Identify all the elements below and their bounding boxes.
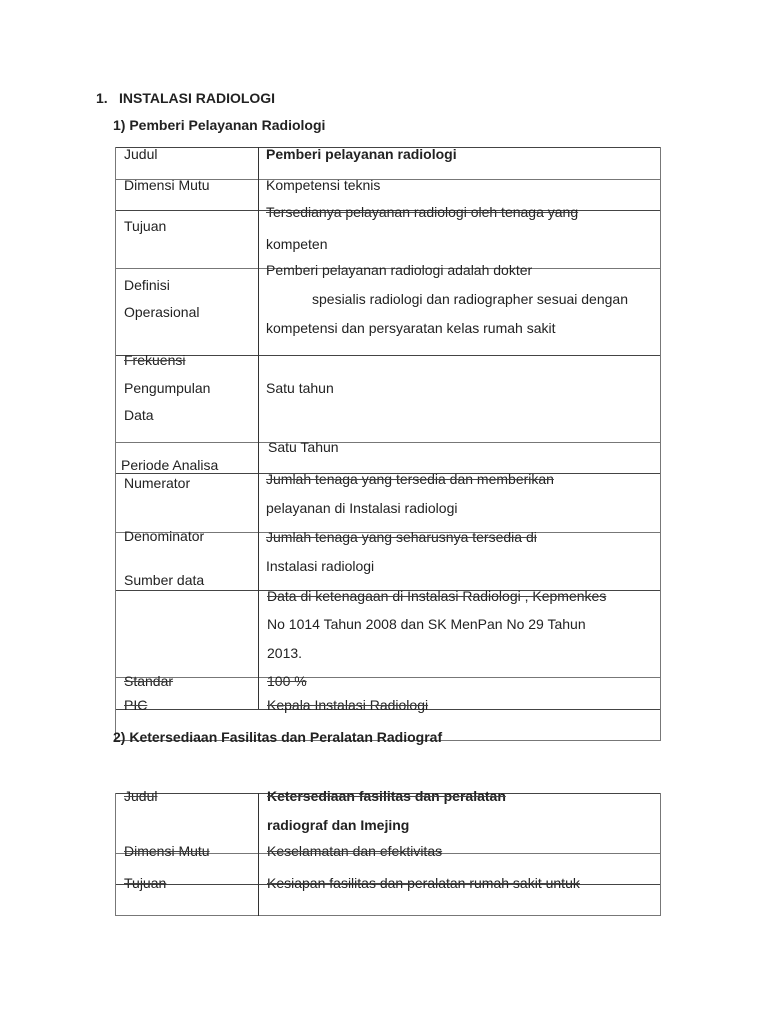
t1-denominator-value-line2: Instalasi radiologi [266,558,375,574]
t1-frekuensi-label-line1: Frekuensi [124,352,186,368]
t2-dimensi-label: Dimensi Mutu [124,843,210,859]
table2-heading: 2) Ketersediaan Fasilitas dan Peralatan Radiograf [113,729,443,745]
t1-definisi-label-line2: Operasional [124,304,200,320]
t1-denominator-value-line1: Jumlah tenaga yang seharusnya tersedia di [266,529,537,545]
t2-judul-label: Judul [124,788,158,804]
t1-tujuan-value-line1: Tersedianya pelayanan radiologi oleh tenaga yang [266,204,579,220]
t1-pic-value: Kepala Instalasi Radiologi [267,697,429,713]
t1-dimensi-value: Kompetensi teknis [266,177,381,193]
t1-sumber-label: Sumber data [124,572,205,588]
table1-heading: 1) Pemberi Pelayanan Radiologi [113,117,326,133]
t1-frekuensi-label-line2: Pengumpulan [124,380,211,396]
t2-judul-value-line1: Ketersediaan fasilitas dan peralatan [267,788,506,804]
t2-judul-value-line2: radiograf dan Imejing [267,817,410,833]
t1-periode-value: Satu Tahun [268,439,339,455]
t1-definisi-value-line2: spesialis radiologi dan radiographer sesuai dengan [312,291,628,307]
section-title: INSTALASI RADIOLOGI [119,90,276,106]
t1-definisi-value-line3: kompetensi dan persyaratan kelas rumah sakit [266,320,556,336]
t1-frekuensi-label-line3: Data [124,407,154,423]
t1-periode-label: Periode Analisa [121,457,219,473]
t2-tujuan-value: Kesiapan fasilitas dan peralatan rumah sakit untuk [267,875,580,891]
section-number: 1. [96,90,108,106]
t1-frekuensi-value: Satu tahun [266,380,334,396]
t1-judul-value: Pemberi pelayanan radiologi [266,146,457,162]
t1-definisi-label-line1: Definisi [124,277,170,293]
t1-sumber-value-line2: No 1014 Tahun 2008 dan SK MenPan No 29 Tahun [267,616,586,632]
t2-tujuan-label: Tujuan [124,875,167,891]
t1-numerator-label: Numerator [124,475,191,491]
t1-tujuan-label: Tujuan [124,218,167,234]
t1-tujuan-value-line2: kompeten [266,236,328,252]
t1-numerator-value-line2: pelayanan di Instalasi radiologi [266,500,458,516]
t1-dimensi-label: Dimensi Mutu [124,177,210,193]
t1-sumber-value-line1: Data di ketenagaan di Instalasi Radiologi , Kepmenkes [267,588,607,604]
t1-denominator-label: Denominator [124,528,205,544]
t1-definisi-value-line1: Pemberi pelayanan radiologi adalah dokter [266,262,533,278]
t1-standar-label: Standar [124,673,174,689]
t1-numerator-value-line1: Jumlah tenaga yang tersedia dan memberikan [266,471,554,487]
t1-sumber-value-line3: 2013. [267,645,303,661]
t1-pic-label: PIC [124,697,148,713]
t1-judul-label: Judul [124,146,158,162]
t2-dimensi-value: Keselamatan dan efektivitas [267,843,443,859]
t1-standar-value: 100 % [267,673,307,689]
